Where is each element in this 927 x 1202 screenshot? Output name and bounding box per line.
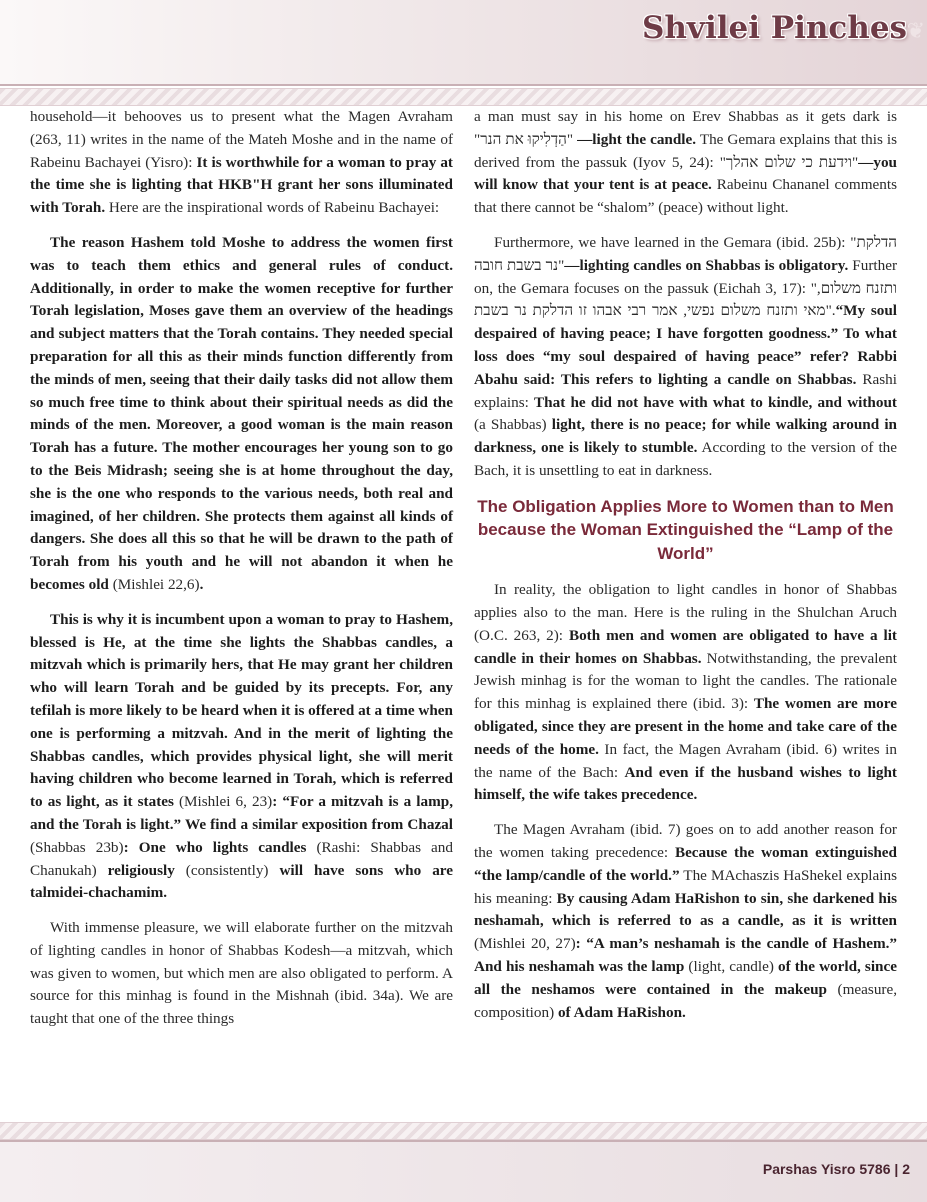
- bold-text: light, there is no peace; for while walking around in darkness, one is likely to stumble.: [474, 416, 897, 457]
- left-column: [30, 106, 453, 1043]
- text: (Mishlei 6, 23): [173, 793, 273, 811]
- text: (Mishlei 22,6): [108, 575, 200, 593]
- text: The MAchaszis HaShekel explains his meaning:: [474, 866, 897, 907]
- bold-text: The reason Hashem told Moshe to address the women first was to teach them ethics and general rules of conduct. Additionally, in order to make the women receptive for further Torah legislation, Moses gave them an overview of the headings and subject matters that the Torah contains. They needed special preparation for all this as their minds function differently from the minds of men, seeing that their daily tasks did not allow them so much free time to think about their spiritual needs as did the minds of the men. Moreover, a good woman is the main reason Torah has a future. The mother encourages her young son to go to the Beis Midrash; seeing she is at home throughout the day, she is the one who responds to the various needs, both real and imagined, of her children. She protects them against all kinds of dangers. She does all this so that he will be drawn to the path of Torah from his youth and he will not abandon it when he becomes old: [30, 233, 453, 593]
- bold-text: religiously: [107, 861, 175, 879]
- ornament-swirl-icon: ❦: [906, 18, 925, 43]
- text: Here are the inspirational words of Rabeinu Bachayei:: [105, 199, 440, 217]
- paragraph: [30, 106, 453, 220]
- bold-text: This is why it is incumbent upon a woman to pray to Hashem, blessed is He, at the time she lights the Shabbas candles, a mitzvah which is primarily hers, that He may grant her children who will learn Torah and be guided by its precepts. For, any tefilah is more likely to be heard when it is offered at a time when one is performing a mitzvah. And in the merit of lighting the Shabbas candles, which provides physical light, she will merit having children who become learned in Torah, which is referred to as light, as it states: [30, 610, 453, 811]
- section-heading: The Obligation Applies More to Women than to Men because the Woman Extinguished the “Lamp of the World”: [477, 496, 894, 563]
- page-footer: [0, 1140, 927, 1202]
- paragraph: [474, 819, 897, 1024]
- paragraph: [30, 232, 453, 597]
- text: Rashi explains:: [474, 370, 897, 411]
- paragraph: [474, 106, 897, 220]
- paragraph: [474, 579, 897, 807]
- bold-text: By causing Adam HaRishon to sin, she darkened his neshamah, which is referred to as a candle, as it is written: [474, 889, 897, 930]
- bold-text: Both men and women are obligated to have a lit candle in their homes on Shabbas.: [474, 626, 897, 667]
- bold-text: —lighting candles on Shabbas is obligatory.: [564, 256, 849, 274]
- top-ornamental-border: [0, 88, 927, 106]
- bold-text: : “For a mitzvah is a lamp, and the Torah is light.” We find a similar exposition from Chazal: [30, 793, 453, 833]
- bold-text: It is worthwhile for a woman to pray at the time she is lighting that HKB"H grant her sons illuminated with Torah.: [30, 153, 453, 217]
- bold-text: And even if the husband wishes to light himself, the wife takes precedence.: [474, 763, 897, 804]
- right-column-top: [474, 106, 897, 483]
- paragraph: [30, 609, 453, 905]
- bold-text: —you will know that your tent is at peace.: [474, 153, 897, 194]
- paragraph: [474, 232, 897, 483]
- page-number-label: Parshas Yisro 5786 | 2: [762, 1161, 910, 1177]
- bold-text: : “A man’s neshamah is the candle of Hashem.” And his neshamah was the lamp: [474, 935, 898, 975]
- bold-text: That he did not have with what to kindle, and without: [534, 393, 897, 411]
- bold-text: —light the candle.: [577, 130, 697, 148]
- bold-text: of Adam HaRishon.: [557, 1003, 686, 1021]
- text: With immense pleasure, we will elaborate further on the mitzvah of lighting candles in honor of Shabbas Kodesh—a mitzvah, which was given to women, but which men are also obligated to perform. A source for this minhag is found in the Mishnah (ibid. 34a). We are taught that one of the three things: [30, 919, 453, 1028]
- text: Notwithstanding, the prevalent Jewish minhag is for the woman to light the candles. The rationale for this minhag is explained there (ibid. 3):: [474, 649, 897, 713]
- text: In fact, the Magen Avraham (ibid. 6) writes in the name of the Bach:: [474, 740, 897, 781]
- bottom-ornamental-border: [0, 1122, 927, 1140]
- text: The Gemara explains that this is derived from the passuk (Iyov 5, 24): "וידעת כי שלום אהלך": [474, 130, 897, 171]
- bold-text: Because the woman extinguished “the lamp/candle of the world.”: [474, 844, 897, 884]
- text: Further on, the Gemara focuses on the passuk (Eichah 3, 17): "ותזנח משלום, מאי ותזנח משלום נפשי, אמר רבי אבהו זו הדלקת נר בשבת".: [474, 256, 898, 320]
- bold-text: .: [199, 575, 204, 593]
- bold-text: will have sons who are talmidei-chachamim.: [30, 861, 453, 902]
- text: According to the version of the Bach, it is unsettling to eat in darkness.: [474, 439, 897, 479]
- text: Rabeinu Chananel comments that there cannot be “shalom” (peace) without light.: [474, 176, 897, 217]
- text: (Rashi: Shabbas and Chanukah): [30, 838, 453, 879]
- text: (a Shabbas): [474, 416, 552, 434]
- bold-text: of the world, since all the neshamos were contained in the makeup: [474, 958, 897, 998]
- text: In reality, the obligation to light candles in honor of Shabbas applies also to the man. Here is the ruling in the Shulchan Aruch (O.C. 263, 2):: [474, 581, 897, 644]
- text: a man must say in his home on Erev Shabbas as it gets dark is "הַדְלִיקוּ את הנר": [474, 108, 897, 148]
- publication-title: Shvilei Pinches: [642, 10, 907, 46]
- bold-text: “My soul despaired of having peace; I have forgotten goodness.” To what loss does “my soul despaired of having peace” refer? Rabbi Abahu said: This refers to lighting a candle on Shabbas.: [474, 302, 897, 388]
- page-header: [0, 0, 927, 86]
- text: (consistently): [174, 861, 280, 879]
- text: Furthermore, we have learned in the Gemara (ibid. 25b): "הדלקת נר בשבת חובה": [474, 233, 897, 274]
- text: (Shabbas 23b): [30, 838, 124, 856]
- right-column: [474, 106, 897, 1036]
- right-column-bottom: [474, 579, 897, 1024]
- bold-text: : One who lights candles: [123, 838, 307, 856]
- paragraph: [30, 917, 453, 1031]
- text: household—it behooves us to present what the Magen Avraham (263, 11) writes in the name of the Mateh Moshe and in the name of Rabeinu Bachayei (Yisro):: [30, 108, 453, 171]
- text: (light, candle): [684, 958, 778, 975]
- text: (Mishlei 20, 27): [474, 935, 576, 953]
- text: (measure, composition): [474, 980, 898, 1021]
- text: The Magen Avraham (ibid. 7) goes on to add another reason for the women taking precedence:: [474, 821, 897, 862]
- bold-text: The women are more obligated, since they are present in the home and take care of the needs of the home.: [474, 695, 897, 758]
